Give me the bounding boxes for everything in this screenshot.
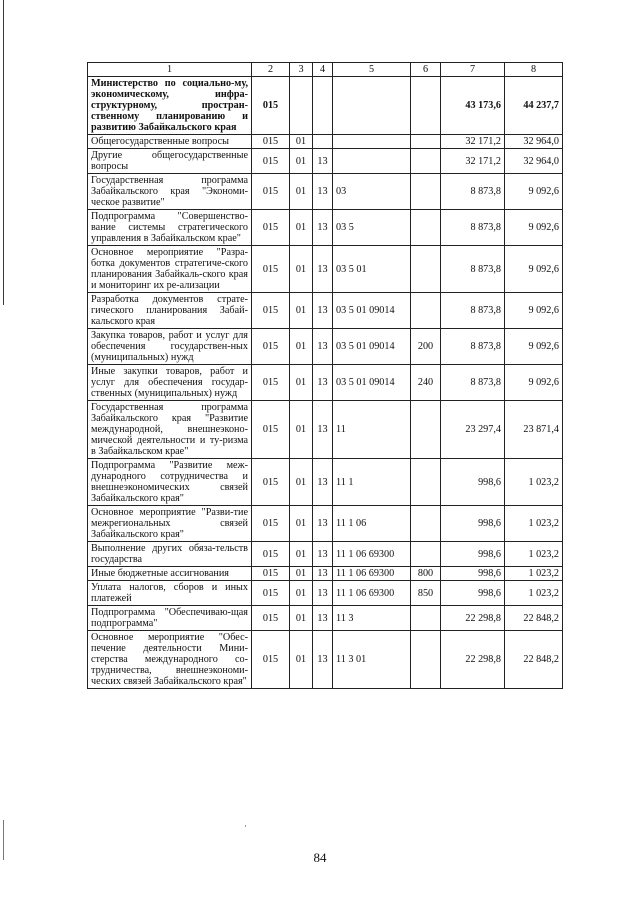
subsection-cell: 13: [313, 567, 333, 581]
subsection-cell: [313, 77, 333, 135]
amount-year1-cell: 43 173,6: [441, 77, 505, 135]
section-cell: [290, 77, 313, 135]
row-name-cell: Основное мероприятие "Обес-печение деятельности Мини-стерства международного со-трудничества, внешнеэкономи-ческих связей Забайкальского края": [88, 631, 252, 689]
amount-year1-cell: 998,6: [441, 567, 505, 581]
row-name-cell: Государственная программа Забайкальского края "Экономи-ческое развитие": [88, 174, 252, 210]
expense-type-cell: [411, 293, 441, 329]
amount-year2-cell: 22 848,2: [505, 631, 563, 689]
table-row: [88, 246, 563, 293]
admin-code-cell: 015: [252, 77, 290, 135]
table-row: [88, 459, 563, 506]
header-cell: 8: [505, 63, 563, 77]
target-article-cell: 03 5 01 09014: [333, 329, 411, 365]
subsection-cell: 13: [313, 581, 333, 606]
admin-code-cell: 015: [252, 135, 290, 149]
expense-type-cell: [411, 174, 441, 210]
table-row: [88, 581, 563, 606]
admin-code-cell: 015: [252, 459, 290, 506]
table-row: [88, 329, 563, 365]
target-article-cell: 11: [333, 401, 411, 459]
amount-year1-cell: 998,6: [441, 581, 505, 606]
subsection-cell: 13: [313, 210, 333, 246]
admin-code-cell: 015: [252, 606, 290, 631]
section-cell: 01: [290, 631, 313, 689]
amount-year2-cell: 9 092,6: [505, 246, 563, 293]
admin-code-cell: 015: [252, 365, 290, 401]
admin-code-cell: 015: [252, 631, 290, 689]
row-name-cell: Государственная программа Забайкальского края "Развитие международной, внешнеэконо-мической деятельности и ту-ризма в Забайкальском крае": [88, 401, 252, 459]
table-row: [88, 506, 563, 542]
target-article-cell: 11 3 01: [333, 631, 411, 689]
amount-year1-cell: 8 873,8: [441, 174, 505, 210]
table-row: [88, 135, 563, 149]
header-cell: 6: [411, 63, 441, 77]
admin-code-cell: 015: [252, 329, 290, 365]
row-name-cell: Подпрограмма "Совершенство-вание системы стратегического управления в Забайкальском крае": [88, 210, 252, 246]
target-article-cell: 03 5 01 09014: [333, 365, 411, 401]
section-cell: 01: [290, 542, 313, 567]
section-cell: 01: [290, 506, 313, 542]
admin-code-cell: 015: [252, 542, 290, 567]
target-article-cell: 03 5: [333, 210, 411, 246]
amount-year1-cell: 8 873,8: [441, 293, 505, 329]
table-row: [88, 606, 563, 631]
subsection-cell: 13: [313, 365, 333, 401]
budget-table: [87, 62, 563, 689]
amount-year2-cell: 32 964,0: [505, 149, 563, 174]
subsection-cell: 13: [313, 149, 333, 174]
table-row: [88, 567, 563, 581]
subsection-cell: 13: [313, 542, 333, 567]
table-row: [88, 174, 563, 210]
header-cell: 2: [252, 63, 290, 77]
admin-code-cell: 015: [252, 293, 290, 329]
amount-year1-cell: 8 873,8: [441, 210, 505, 246]
table-row: [88, 293, 563, 329]
subsection-cell: 13: [313, 329, 333, 365]
expense-type-cell: [411, 459, 441, 506]
admin-code-cell: 015: [252, 581, 290, 606]
amount-year1-cell: 8 873,8: [441, 329, 505, 365]
expense-type-cell: 800: [411, 567, 441, 581]
expense-type-cell: [411, 77, 441, 135]
amount-year1-cell: 8 873,8: [441, 246, 505, 293]
admin-code-cell: 015: [252, 567, 290, 581]
subsection-cell: 13: [313, 459, 333, 506]
amount-year2-cell: 9 092,6: [505, 329, 563, 365]
admin-code-cell: 015: [252, 401, 290, 459]
section-cell: 01: [290, 401, 313, 459]
subsection-cell: 13: [313, 401, 333, 459]
subsection-cell: 13: [313, 174, 333, 210]
table-row: [88, 542, 563, 567]
table-row: [88, 365, 563, 401]
target-article-cell: 11 1 06 69300: [333, 581, 411, 606]
amount-year1-cell: 23 297,4: [441, 401, 505, 459]
section-cell: 01: [290, 246, 313, 293]
amount-year1-cell: 8 873,8: [441, 365, 505, 401]
amount-year2-cell: 1 023,2: [505, 459, 563, 506]
expense-type-cell: [411, 149, 441, 174]
table-row: [88, 401, 563, 459]
expense-type-cell: [411, 606, 441, 631]
admin-code-cell: 015: [252, 174, 290, 210]
amount-year2-cell: 1 023,2: [505, 581, 563, 606]
section-cell: 01: [290, 149, 313, 174]
row-name-cell: Подпрограмма "Обеспечиваю-щая подпрограмма": [88, 606, 252, 631]
amount-year1-cell: 22 298,8: [441, 606, 505, 631]
section-cell: 01: [290, 329, 313, 365]
admin-code-cell: 015: [252, 246, 290, 293]
section-cell: 01: [290, 567, 313, 581]
subsection-cell: 13: [313, 631, 333, 689]
row-name-cell: Другие общегосударственные вопросы: [88, 149, 252, 174]
target-article-cell: 11 1 06 69300: [333, 542, 411, 567]
expense-type-cell: [411, 631, 441, 689]
target-article-cell: 11 3: [333, 606, 411, 631]
amount-year2-cell: 23 871,4: [505, 401, 563, 459]
target-article-cell: [333, 149, 411, 174]
target-article-cell: 11 1: [333, 459, 411, 506]
expense-type-cell: [411, 401, 441, 459]
section-cell: 01: [290, 606, 313, 631]
table-header-row: [88, 63, 563, 77]
table-body: [88, 63, 563, 689]
amount-year1-cell: 22 298,8: [441, 631, 505, 689]
amount-year2-cell: 9 092,6: [505, 293, 563, 329]
amount-year2-cell: 1 023,2: [505, 542, 563, 567]
target-article-cell: [333, 135, 411, 149]
amount-year2-cell: 32 964,0: [505, 135, 563, 149]
amount-year1-cell: 998,6: [441, 506, 505, 542]
row-name-cell: Общегосударственные вопросы: [88, 135, 252, 149]
expense-type-cell: [411, 135, 441, 149]
table-row: [88, 210, 563, 246]
admin-code-cell: 015: [252, 506, 290, 542]
amount-year2-cell: 1 023,2: [505, 567, 563, 581]
expense-type-cell: 850: [411, 581, 441, 606]
target-article-cell: 11 1 06: [333, 506, 411, 542]
amount-year2-cell: 9 092,6: [505, 365, 563, 401]
row-name-cell: Иные закупки товаров, работ и услуг для обеспечения государ-ственных (муниципальных) нужд: [88, 365, 252, 401]
expense-type-cell: 240: [411, 365, 441, 401]
amount-year2-cell: 9 092,6: [505, 174, 563, 210]
amount-year1-cell: 998,6: [441, 459, 505, 506]
admin-code-cell: 015: [252, 149, 290, 174]
table-row: [88, 631, 563, 689]
section-cell: 01: [290, 174, 313, 210]
expense-type-cell: [411, 210, 441, 246]
subsection-cell: 13: [313, 293, 333, 329]
subsection-cell: 13: [313, 506, 333, 542]
target-article-cell: 11 1 06 69300: [333, 567, 411, 581]
target-article-cell: 03 5 01: [333, 246, 411, 293]
section-cell: 01: [290, 365, 313, 401]
section-cell: 01: [290, 135, 313, 149]
expense-type-cell: 200: [411, 329, 441, 365]
row-name-cell: Подпрограмма "Развитие меж-дународного сотрудничества и внешнеэкономических связей Забайкальского края": [88, 459, 252, 506]
header-cell: 4: [313, 63, 333, 77]
table-row: [88, 149, 563, 174]
header-cell: 5: [333, 63, 411, 77]
target-article-cell: 03 5 01 09014: [333, 293, 411, 329]
row-name-cell: Иные бюджетные ассигнования: [88, 567, 252, 581]
table-row: [88, 77, 563, 135]
amount-year1-cell: 32 171,2: [441, 135, 505, 149]
scan-speck: [245, 825, 246, 827]
expense-type-cell: [411, 506, 441, 542]
subsection-cell: 13: [313, 606, 333, 631]
section-cell: 01: [290, 459, 313, 506]
row-name-cell: Основное мероприятие "Разви-тие межрегиональных связей Забайкальского края": [88, 506, 252, 542]
row-name-cell: Закупка товаров, работ и услуг для обеспечения государствен-ных (муниципальных) нужд: [88, 329, 252, 365]
header-cell: 3: [290, 63, 313, 77]
target-article-cell: 03: [333, 174, 411, 210]
row-name-cell: Министерство по социально-му, экономическому, инфра-структурному, простран-ственному планированию и развитию Забайкальского края: [88, 77, 252, 135]
amount-year2-cell: 9 092,6: [505, 210, 563, 246]
amount-year2-cell: 22 848,2: [505, 606, 563, 631]
subsection-cell: [313, 135, 333, 149]
section-cell: 01: [290, 210, 313, 246]
scan-edge-line: [3, 0, 4, 305]
section-cell: 01: [290, 293, 313, 329]
row-name-cell: Выполнение других обяза-тельств государства: [88, 542, 252, 567]
header-cell: 1: [88, 63, 252, 77]
amount-year2-cell: 1 023,2: [505, 506, 563, 542]
amount-year2-cell: 44 237,7: [505, 77, 563, 135]
row-name-cell: Уплата налогов, сборов и иных платежей: [88, 581, 252, 606]
section-cell: 01: [290, 581, 313, 606]
row-name-cell: Основное мероприятие "Разра-ботка документов стратегиче-ского планирования Забайкаль-ского края и мониторинг их ре-ализации: [88, 246, 252, 293]
amount-year1-cell: 32 171,2: [441, 149, 505, 174]
subsection-cell: 13: [313, 246, 333, 293]
amount-year1-cell: 998,6: [441, 542, 505, 567]
target-article-cell: [333, 77, 411, 135]
admin-code-cell: 015: [252, 210, 290, 246]
expense-type-cell: [411, 246, 441, 293]
expense-type-cell: [411, 542, 441, 567]
row-name-cell: Разработка документов страте-гического планирования Забай-кальского края: [88, 293, 252, 329]
page-number: 84: [313, 850, 327, 865]
header-cell: 7: [441, 63, 505, 77]
